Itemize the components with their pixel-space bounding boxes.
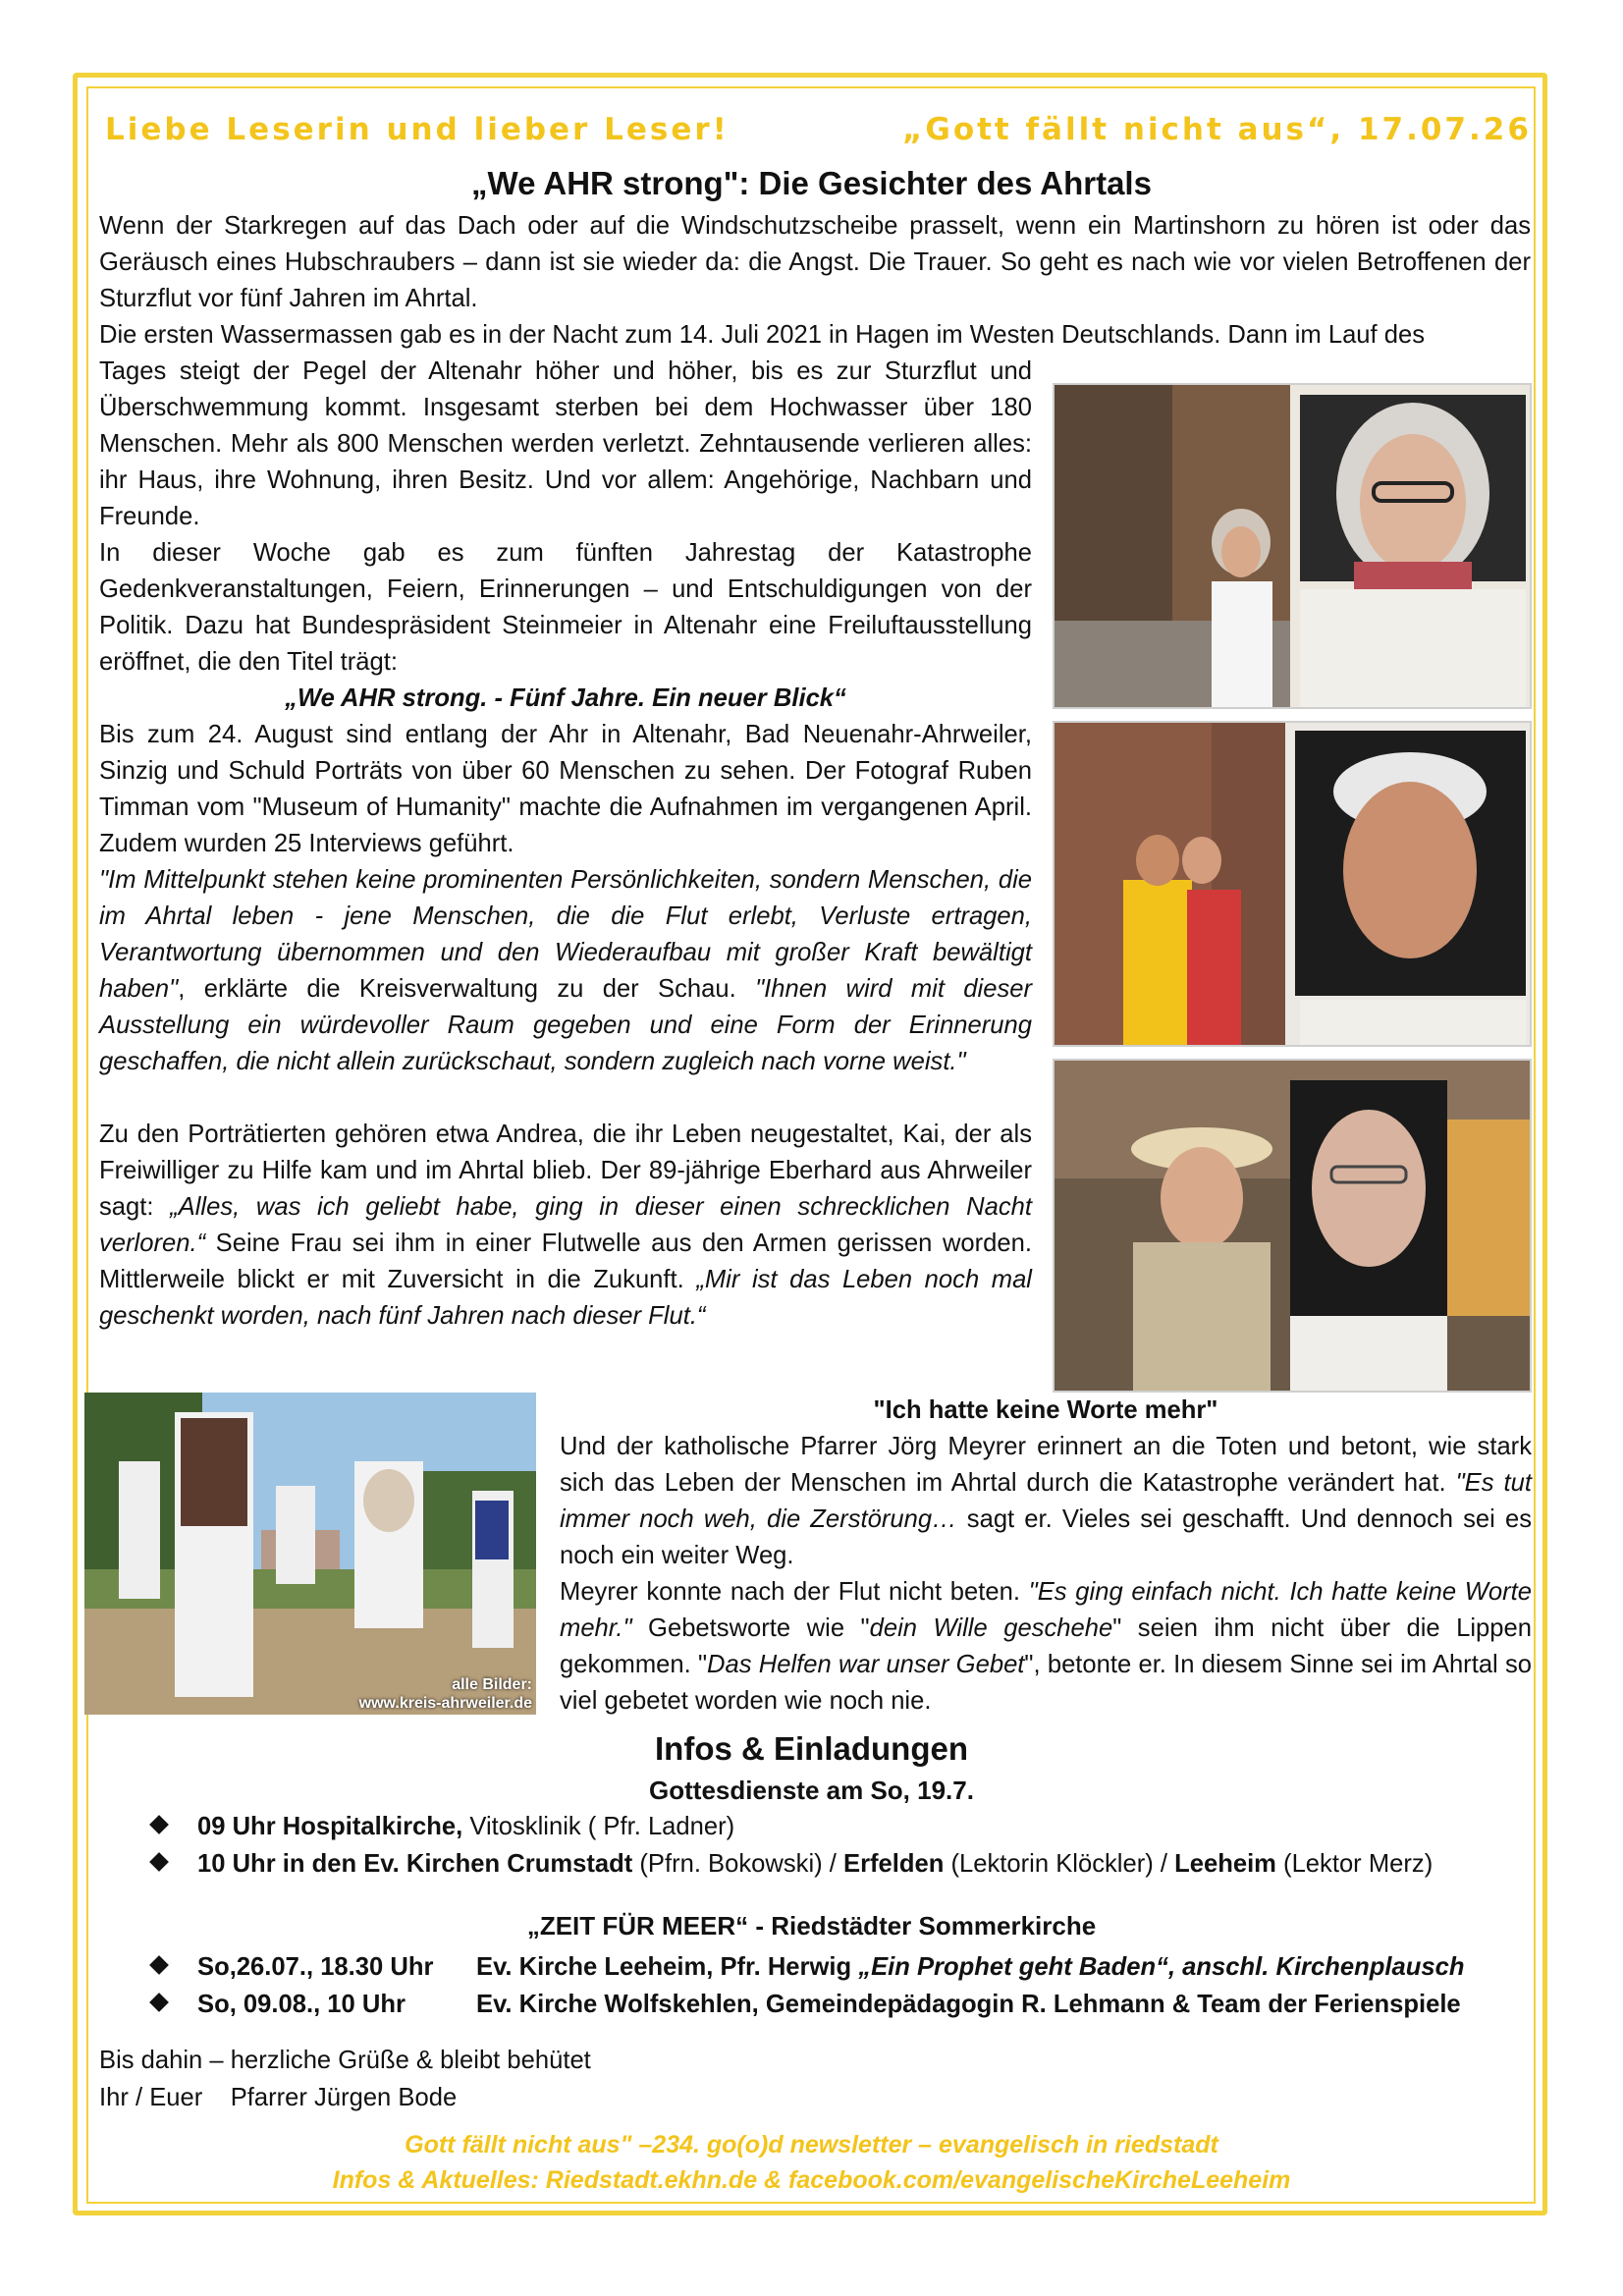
paragraph-quotes xyxy=(99,862,1032,1080)
exhibition-title: „We AHR strong. - Fünf Jahre. Ein neuer Blick“ xyxy=(285,684,846,712)
article-title: „We AHR strong": Die Gesichter des Ahrtals xyxy=(471,165,1152,201)
service-crumstadt-time: 10 Uhr in den Ev. Kirchen Crumstadt xyxy=(197,1850,633,1878)
meyrer-text-2: sagt er. Vieles sei geschafft. Und dennoch sei es noch ein weiter Weg. xyxy=(560,1505,1532,1569)
prayer-text-2: Gebetsworte wie " xyxy=(631,1614,870,1642)
photo-eberhard-image xyxy=(1055,1061,1532,1393)
photo-exhibition-image xyxy=(84,1393,536,1715)
portraits-text: Zu den Porträtierten gehören etwa Andrea, die ihr Leben neugestaltet, Kai, der als Freiwilliger zu Hilfe kam und im Ahrtal blieb. Der 89-jährige Eberhard aus Ahrweiler sagt: xyxy=(99,1121,1032,1221)
paragraph-intro: Wenn der Starkregen auf das Dach oder auf die Windschutzscheibe prasselt, wenn ein Martinshorn zu hören ist oder das Geräusch eines Hubschraubers – dann ist sie wieder da: die Angst. Die Trauer. So geht es nach wie vor vielen Betroffenen der Sturzflut vor fünf Jahren im Ahrtal. xyxy=(99,212,1531,312)
diamond-bullet-icon xyxy=(149,1993,169,2012)
quote-will: dein Wille geschehe xyxy=(869,1614,1113,1642)
service-hospital-time: 09 Uhr Hospitalkirche, xyxy=(197,1813,463,1840)
prayer-text-3: " seien ihm nicht über die Lippen gekommen. " xyxy=(560,1614,1532,1678)
summer-2-date: So, 09.08., 10 Uhr xyxy=(197,1991,406,2018)
closing-signature: Ihr / Euer Pfarrer Jürgen Bode xyxy=(99,2084,458,2111)
service-leeheim: Leeheim xyxy=(1174,1850,1276,1878)
closing-greeting: Bis dahin – herzliche Grüße & bleibt behütet xyxy=(99,2047,591,2074)
service-erfelden-lector: (Lektorin Klöckler) / xyxy=(944,1850,1175,1878)
prayer-text: Meyrer konnte nach der Flut nicht beten. xyxy=(560,1578,1029,1606)
photo-portrait-eberhard xyxy=(1053,1059,1532,1393)
photo-exhibition-outdoor xyxy=(84,1393,536,1715)
paragraph-prayer xyxy=(560,1574,1532,1720)
photo-credit-label: alle Bilder: xyxy=(452,1676,532,1693)
summer-1-title: „Ein Prophet geht Baden“, anschl. Kirchenplausch xyxy=(858,1953,1465,1981)
summer-1-date: So,26.07., 18.30 Uhr xyxy=(197,1953,434,1981)
portraits-text-2: Seine Frau sei ihm in einer Flutwelle aus den Armen gerissen worden. Mittlerweile blickt er mit Zuversicht in die Zukunft. xyxy=(99,1230,1032,1293)
infos-heading: Infos & Einladungen xyxy=(655,1730,968,1767)
photo-credit xyxy=(359,1675,532,1713)
summer-1-location: Ev. Kirche Leeheim, Pfr. Herwig xyxy=(476,1953,859,1981)
paragraph-portraits xyxy=(99,1117,1032,1335)
quote-attribution: , erklärte die Kreisverwaltung zu der Schau. xyxy=(178,975,756,1003)
summer-church-heading: „ZEIT FÜR MEER“ - Riedstädter Sommerkirche xyxy=(526,1911,1097,1941)
quote-helping: Das Helfen war unser Gebet xyxy=(707,1651,1025,1678)
photo-woman-image xyxy=(1055,385,1532,709)
subheading-no-words: "Ich hatte keine Worte mehr" xyxy=(873,1396,1218,1424)
paragraph-flood-start: Die ersten Wassermassen gab es in der Nacht zum 14. Juli 2021 in Hagen im Westen Deutschlands. Dann im Lauf des xyxy=(99,321,1426,349)
paragraph-exhibition: Bis zum 24. August sind entlang der Ahr in Altenahr, Bad Neuenahr-Ahrweiler, Sinzig und Schuld Porträts von über 60 Menschen zu sehen. Der Fotograf Ruben Timman vom "Museum of Humanity" machte die Aufnahmen im vergangenen April. Zudem wurden 25 Interviews geführt. xyxy=(99,721,1032,857)
services-heading: Gottesdienste am So, 19.7. xyxy=(649,1776,974,1805)
service-item-hospital xyxy=(152,1809,734,1845)
quote-administration-2: "Ihnen wird mit dieser Ausstellung ein würdevoller Raum gegeben und eine Form der Erinnerung geschaffen, die nicht allein zurückschaut, sondern zugleich nach vorne weist." xyxy=(99,975,1032,1075)
photo-portrait-woman xyxy=(1053,383,1532,709)
quote-prayer: "Es ging einfach nicht. Ich hatte keine Worte mehr." xyxy=(560,1578,1533,1642)
paragraph-anniversary: In dieser Woche gab es zum fünften Jahrestag der Katastrophe Gedenkveranstaltungen, Feiern, Erinnerungen – und Entschuldigungen von der Politik. Dazu hat Bundespräsident Steinmeier in Altenahr eine Freiluftausstellung eröffnet, die den Titel trägt: xyxy=(99,539,1032,676)
diamond-bullet-icon xyxy=(149,1852,169,1872)
photo-credit-url: www.kreis-ahrweiler.de xyxy=(358,1695,532,1712)
meyrer-text: Und der katholische Pfarrer Jörg Meyrer erinnert an die Toten und betont, wie stark sich das Leben der Menschen im Ahrtal durch die Katastrophe verändert hat. xyxy=(560,1433,1532,1497)
summer-2-location: Ev. Kirche Wolfskehlen, Gemeindepädagogin R. Lehmann & Team der Ferienspiele xyxy=(476,1991,1461,2018)
paragraph-flood-details: Tages steigt der Pegel der Altenahr höher und höher, bis es zur Sturzflut und Überschwemmung kommt. Insgesamt sterben bei dem Hochwasser über 180 Menschen. Mehr als 800 Menschen werden verletzt. Zehntausende verlieren alles: ihr Haus, ihre Wohnung, ihren Besitz. Und vor allem: Angehörige, Nachbarn und Freunde. xyxy=(99,357,1032,530)
service-hospital-detail: Vitosklinik ( Pfr. Ladner) xyxy=(462,1813,735,1840)
quote-administration: "Im Mittelpunkt stehen keine prominenten Persönlichkeiten, sondern Menschen, die im Ahrtal leben - jene Menschen, die die Flut erlebt, Verluste ertragen, Verantwortung übernommen und den Wiederaufbau mit großer Kraft bewältigt haben" xyxy=(99,866,1032,1003)
footer-newsletter: Gott fällt nicht aus" –234. go(o)d newsletter – evangelisch in riedstadt xyxy=(405,2131,1218,2159)
diamond-bullet-icon xyxy=(149,1815,169,1834)
greeting: Liebe Leserin und lieber Leser! xyxy=(105,112,730,147)
photo-man-cap-image xyxy=(1055,723,1532,1047)
summer-item-2 xyxy=(152,1987,1461,2023)
service-item-crumstadt xyxy=(152,1846,1433,1883)
quote-eberhard: „Alles, was ich geliebt habe, ging in dieser einen schrecklichen Nacht verloren.“ xyxy=(99,1193,1032,1257)
prayer-text-4: ", betonte er. In diesem Sinne sei im Ahrtal so viel gebetet worden wie noch nie. xyxy=(560,1651,1532,1715)
series-date: „Gott fällt nicht aus“, 17.07.26 xyxy=(902,112,1532,147)
service-erfelden: Erfelden xyxy=(843,1850,945,1878)
footer-links: Infos & Aktuelles: Riedstadt.ekhn.de & facebook.com/evangelischeKircheLeeheim xyxy=(332,2166,1291,2194)
diamond-bullet-icon xyxy=(149,1955,169,1975)
summer-item-1 xyxy=(152,1949,1464,1986)
photo-portrait-man-cap xyxy=(1053,721,1532,1047)
quote-meyrer: "Es tut immer noch weh, die Zerstörung… xyxy=(560,1469,1532,1533)
quote-eberhard-2: „Mir ist das Leben noch mal geschenkt worden, nach fünf Jahren nach dieser Flut.“ xyxy=(99,1266,1032,1330)
service-leeheim-lector: (Lektor Merz) xyxy=(1275,1850,1434,1878)
paragraph-meyrer xyxy=(560,1429,1532,1574)
service-crumstadt-pastor: (Pfrn. Bokowski) / xyxy=(632,1850,843,1878)
